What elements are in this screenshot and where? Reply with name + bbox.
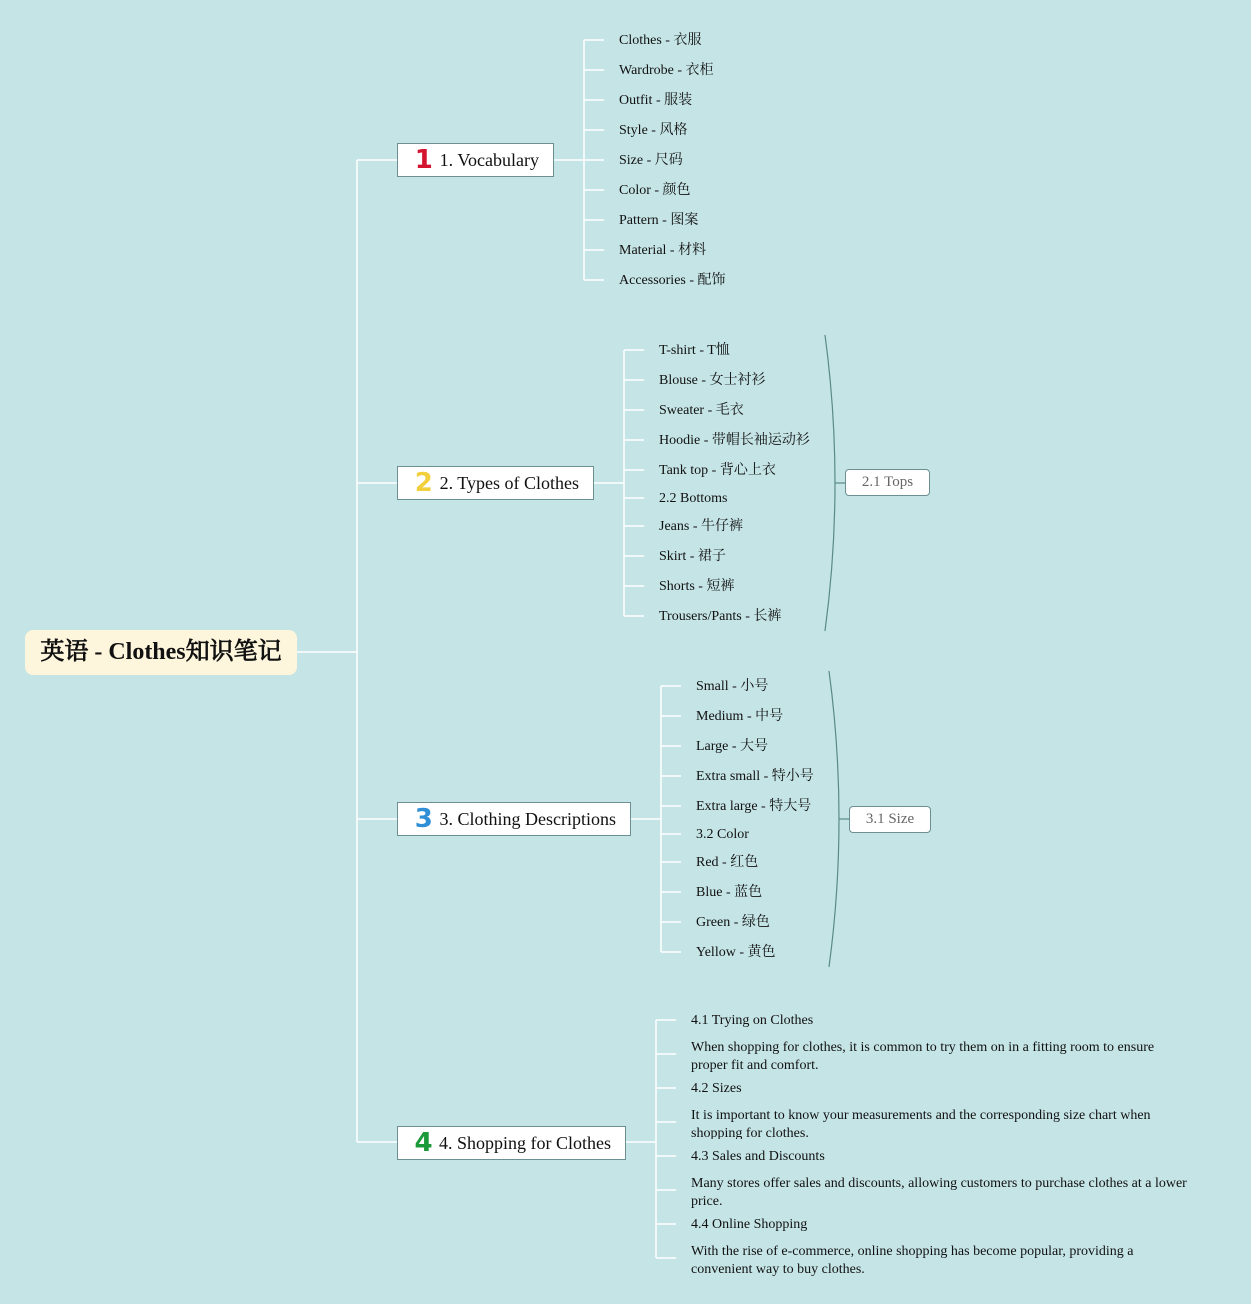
leaf-node[interactable]: Size - 尺码 (619, 153, 683, 168)
leaf-node[interactable]: Jeans - 牛仔裤 (659, 519, 743, 534)
leaf-node[interactable]: Shorts - 短裤 (659, 579, 735, 594)
leaf-node[interactable]: Large - 大号 (696, 739, 769, 754)
leaf-node[interactable]: Yellow - 黄色 (696, 945, 776, 960)
leaf-node[interactable]: Trousers/Pants - 长裤 (659, 609, 782, 624)
branch-clothing-descriptions[interactable] (397, 802, 631, 836)
root-topic[interactable]: 英语 - Clothes知识笔记 (25, 630, 297, 675)
leaf-paragraph[interactable]: Many stores offer sales and discounts, allowing customers to purchase clothes at a lower price. (691, 1176, 1187, 1209)
leaf-node[interactable]: Blouse - 女士衬衫 (659, 373, 766, 388)
leaf-node[interactable]: Hoodie - 带帽长袖运动衫 (659, 433, 810, 448)
leaf-paragraph[interactable]: When shopping for clothes, it is common to try them on in a fitting room to ensure proper fit and comfort. (691, 1040, 1155, 1073)
summary-tops[interactable]: 2.1 Tops (845, 469, 930, 496)
leaf-node[interactable]: 4.2 Sizes (691, 1081, 742, 1096)
leaf-node[interactable]: Color - 颜色 (619, 183, 691, 198)
branch-title: 4. Shopping for Clothes (438, 1132, 611, 1153)
leaf-node[interactable]: Style - 风格 (619, 123, 688, 138)
leaf-node[interactable]: 4.4 Online Shopping (691, 1217, 808, 1232)
leaf-node[interactable]: 4.3 Sales and Discounts (691, 1149, 825, 1164)
leaf-node[interactable]: Extra small - 特小号 (696, 769, 814, 784)
leaf-node[interactable]: T-shirt - T恤 (659, 343, 730, 358)
summary-bracket-size (829, 671, 839, 967)
number-one-icon: 1 (414, 145, 433, 175)
summary-bracket-tops (825, 335, 835, 631)
leaf-node[interactable]: Tank top - 背心上衣 (659, 463, 776, 478)
branch-types-of-clothes[interactable] (397, 466, 594, 500)
leaf-node[interactable]: Extra large - 特大号 (696, 799, 812, 814)
leaf-paragraph[interactable]: With the rise of e-commerce, online shopping has become popular, providing a convenient way to buy clothes. (691, 1244, 1134, 1277)
branch-title: 2. Types of Clothes (439, 472, 579, 493)
leaf-paragraph[interactable]: It is important to know your measurements and the corresponding size chart when shopping for clothes. (691, 1108, 1151, 1139)
leaf-node[interactable]: Material - 材料 (619, 243, 707, 258)
leaf-node[interactable]: Blue - 蓝色 (696, 885, 763, 900)
leaf-node[interactable]: Pattern - 图案 (619, 213, 699, 228)
leaf-node[interactable]: Accessories - 配饰 (619, 273, 726, 288)
number-three-icon: 3 (414, 804, 433, 834)
leaf-node[interactable]: 3.2 Color (696, 827, 749, 842)
branch-title: 1. Vocabulary (439, 149, 539, 170)
summary-size[interactable]: 3.1 Size (849, 806, 931, 833)
leaf-node[interactable]: Skirt - 裙子 (659, 549, 726, 564)
leaf-node[interactable]: 4.1 Trying on Clothes (691, 1013, 814, 1028)
leaf-node[interactable]: Medium - 中号 (696, 709, 784, 724)
leaf-node[interactable]: Sweater - 毛衣 (659, 403, 744, 418)
leaf-node[interactable]: Green - 绿色 (696, 915, 770, 930)
leaf-node[interactable]: Clothes - 衣服 (619, 33, 702, 48)
branch-title: 3. Clothing Descriptions (439, 808, 616, 829)
branch-vocabulary[interactable] (397, 143, 554, 177)
number-two-icon: 2 (414, 468, 433, 498)
leaf-node[interactable]: 2.2 Bottoms (659, 491, 728, 506)
leaf-node[interactable]: Small - 小号 (696, 679, 769, 694)
leaf-node[interactable]: Wardrobe - 衣柜 (619, 63, 714, 78)
leaf-node[interactable]: Outfit - 服装 (619, 93, 693, 108)
number-four-icon: 4 (414, 1128, 433, 1158)
leaf-node[interactable]: Red - 红色 (696, 855, 759, 870)
branch-shopping-for-clothes[interactable] (397, 1126, 626, 1160)
